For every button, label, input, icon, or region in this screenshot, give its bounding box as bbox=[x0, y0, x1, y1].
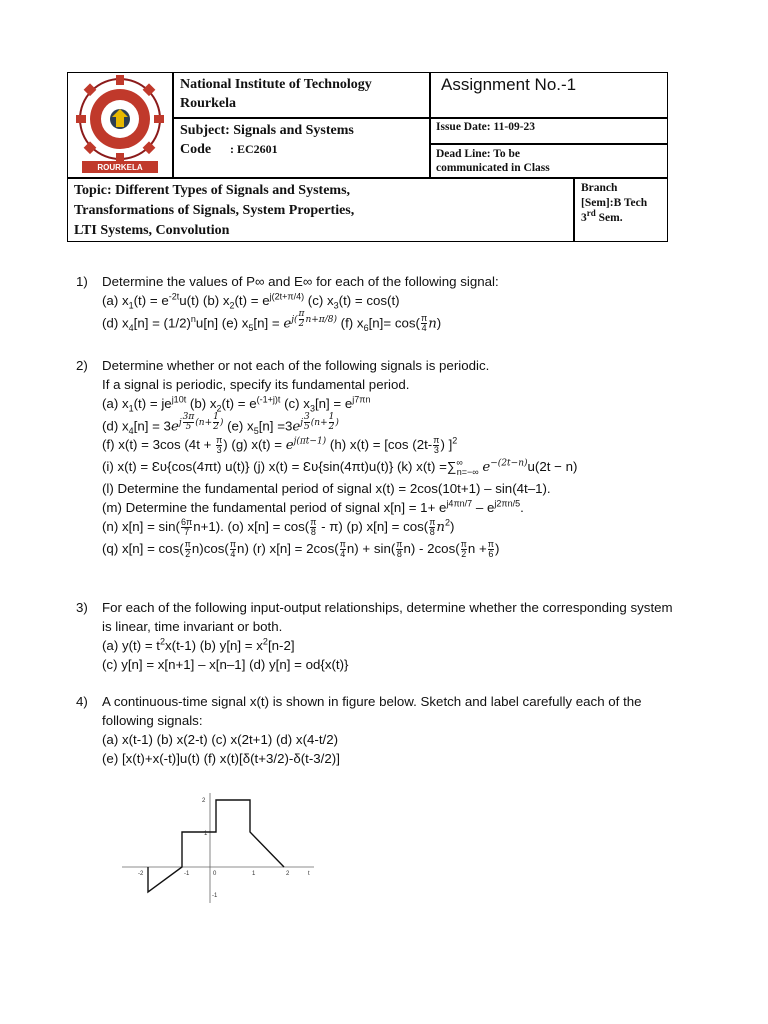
assignment-title: Assignment No.-1 bbox=[430, 72, 668, 118]
subject-name: Subject: Signals and Systems bbox=[180, 123, 354, 138]
institute-name: National Institute of Technology bbox=[180, 77, 372, 92]
question-number: 3) bbox=[76, 600, 88, 615]
question-stem: For each of the following input-output relationships, determine whether the corresponding system bbox=[102, 600, 673, 615]
q2-parts-q-r: (q) x[n] = cos( $\frac{\pi}{2}$ n)cos( $\frac{\pi}{4}$ n) (r) x[n] = 2cos( $\frac{\pi}{4}$ n) + sin( $\frac{\pi}{8}$ n) - 2cos( $\frac{\pi}{2}$ n + $\frac{\pi}{6}$ ) bbox=[102, 538, 500, 559]
tick-label-y: 2 bbox=[202, 798, 206, 804]
question-stem: A continuous-time signal x(t) is shown in figure below. Sketch and label carefully each of the bbox=[102, 694, 642, 709]
institute-city: Rourkela bbox=[180, 96, 236, 111]
branch-line2: [Sem]:B Tech bbox=[581, 197, 648, 209]
code-label: Code bbox=[180, 142, 212, 157]
q1-parts-a-c: (a) $x_1(t) = e^{-2t}u(t)$ (b) $x_2(t) = e^{j(2t+\pi/4)}$ (c) $x_3(t) = \cos(t)$ bbox=[102, 291, 400, 311]
q2-part-l: (l) Determine the fundamental period of signal x(t) = 2cos(10t+1) – sin(4t–1). bbox=[102, 481, 551, 496]
tick-label-x: -2 bbox=[138, 871, 144, 877]
tick-label-y: 1 bbox=[204, 831, 208, 837]
q2-part-m: (m) Determine the fundamental period of signal $x[n] = 1+ e^{j4\pi n/7} - e^{j2\pi n/5}$. bbox=[102, 498, 524, 515]
subject-cell bbox=[173, 118, 430, 178]
question-stem-2: is linear, time invariant or both. bbox=[102, 619, 283, 634]
question-number: 1) bbox=[76, 274, 88, 289]
q4-parts-e-f: (e) [x(t)+x(-t)]u(t) (f) x(t)[δ(t+3/2)-δ(t-3/2)] bbox=[102, 751, 340, 766]
question-number: 4) bbox=[76, 694, 88, 709]
question-stem: Determine the values of P∞ and E∞ for each of the following signal: bbox=[102, 274, 499, 289]
signal-waveform bbox=[148, 800, 284, 892]
q4-parts-a-d: (a) x(t-1) (b) x(2-t) (c) x(2t+1) (d) x(4-t/2) bbox=[102, 732, 339, 747]
q3-parts-a-b: (a) $y(t) = t^2x(t-1)$ (b) $y[n] = x^2[n-2]$ bbox=[102, 636, 295, 653]
q3-parts-c-d: (c) y[n] = x[n+1] – x[n–1] (d) y[n] = od{x(t)} bbox=[102, 657, 349, 672]
question-stem-2: If a signal is periodic, specify its fundamental period. bbox=[102, 377, 410, 392]
topic-line3: LTI Systems, Convolution bbox=[74, 223, 230, 238]
topic-line2: Transformations of Signals, System Properties, bbox=[74, 203, 355, 218]
question-number: 2) bbox=[76, 358, 88, 373]
branch-line1: Branch bbox=[581, 182, 618, 194]
branch-line3: 3rd Sem. bbox=[581, 208, 623, 224]
q1-parts-d-f: (d) $x_4[n] = (1/2)^nu[n]$ (e) $x_5[n] = e^{j( \frac{\pi}{2} n+\pi/8)}$ (f) $x_6[n]= \cos$( $\frac{\pi}{4}$ n) bbox=[102, 309, 442, 334]
topic-line1: Topic: Different Types of Signals and Systems, bbox=[74, 183, 351, 198]
institute-cell bbox=[173, 72, 430, 118]
tick-label-x: 2 bbox=[286, 871, 290, 877]
deadline-line2: communicated in Class bbox=[436, 162, 550, 174]
deadline-line1: Dead Line: To be bbox=[436, 148, 521, 160]
topic-cell bbox=[67, 178, 574, 242]
signal-plot bbox=[120, 785, 320, 905]
tick-label-x: 0 bbox=[213, 871, 217, 877]
tick-label-x: t bbox=[308, 871, 310, 877]
signal-figure bbox=[120, 785, 320, 905]
header-table bbox=[67, 72, 668, 242]
tick-label-x: 1 bbox=[252, 871, 256, 877]
logo-text-bottom: ROURKELA bbox=[97, 163, 143, 172]
q2-parts-d-e: (d) $x_4[n] = 3e^{j \frac{3\pi}{5} (n+ \frac{1}{2} )}$ (e) $x_5[n] =3e^{j \frac{3}{5} (n+ \frac{1}{2} )}$ bbox=[102, 412, 339, 437]
deadline-cell bbox=[430, 144, 668, 178]
branch-cell bbox=[574, 178, 668, 242]
q2-parts-f-h: (f) x(t) = 3cos (4t + $\frac{\pi}{3}$ ) (g) $x(t) = e^{j(\pi t-1)}$ (h) x(t) = [cos (2t- $\frac{\pi}{3}$ ) ]$^2$ bbox=[102, 434, 458, 455]
question-stem: Determine whether or not each of the following signals is periodic. bbox=[102, 358, 490, 373]
q2-parts-n-p: (n) x[n] = sin( $\frac{6\pi}{7}$ n+1). (o) x[n] = cos( $\frac{\pi}{8}$ - π) (p) x[n] = cos( $\frac{\pi}{8}$ $n^2$) bbox=[102, 516, 455, 537]
nit-logo bbox=[68, 73, 172, 177]
issue-date: Issue Date: 11-09-23 bbox=[430, 118, 668, 144]
code-value: : EC2601 bbox=[230, 142, 278, 156]
tick-label-y: -1 bbox=[212, 893, 218, 899]
q2-parts-a-c: (a) $x_1(t) = je^{j10t}$ (b) $x_2(t) = e^{(-1+j)t}$ (c) $x_3[n] = e^{j7\pi n}$ bbox=[102, 394, 371, 414]
tick-label-x: -1 bbox=[184, 871, 190, 877]
logo-cell bbox=[67, 72, 173, 178]
question-stem-2: following signals: bbox=[102, 713, 203, 728]
q2-parts-i-k: (i) x(t) = Ɛʋ{cos(4πt) u(t)} (j) x(t) = Ɛʋ{sin(4πt)u(t)} (k) $x(t) =\sum^\infty_{n=-\infty}$ $e^{-(2t-n)}u(2t - n)$ bbox=[102, 457, 578, 477]
